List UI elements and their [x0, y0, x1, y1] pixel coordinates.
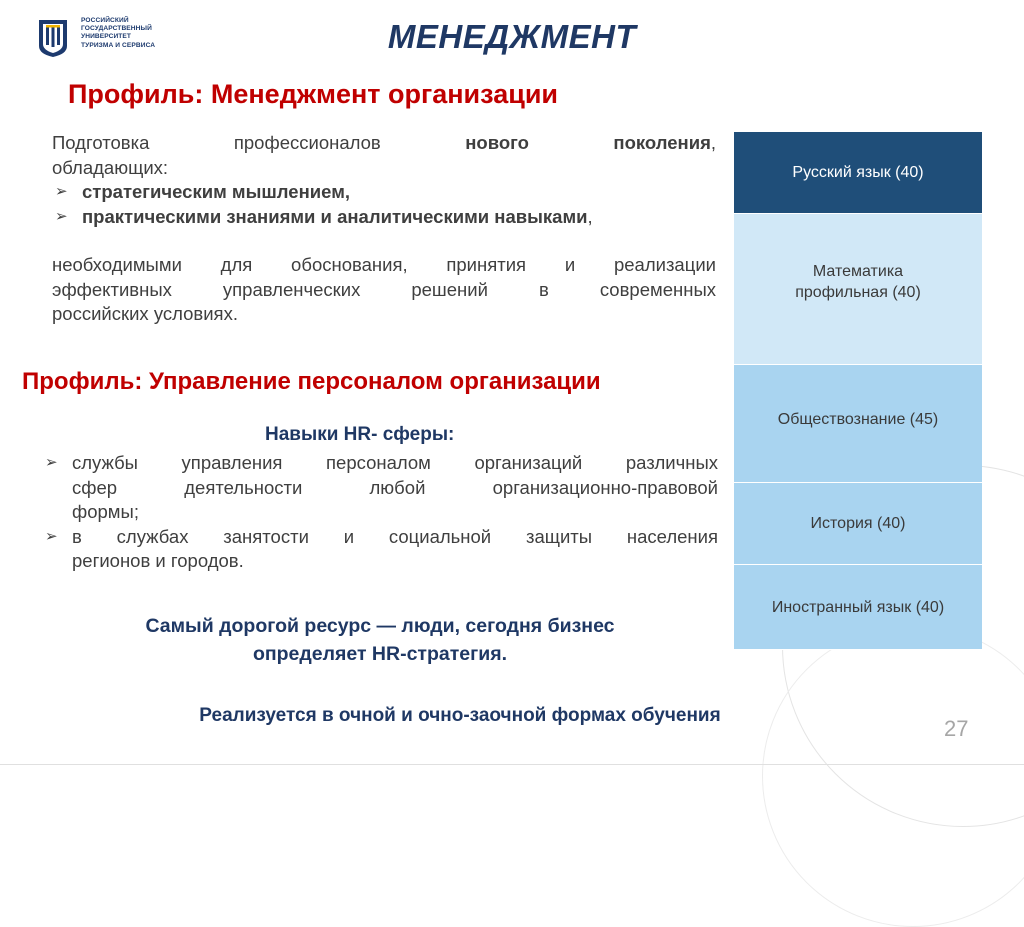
bullet-line: сфер деятельности любой организационно-правовой	[72, 476, 718, 498]
intro-emphasis: нового поколения	[465, 132, 711, 153]
exam-social-studies	[734, 365, 982, 483]
logo-line: УНИВЕРСИТЕТ	[81, 33, 132, 41]
entrance-exams-column	[734, 132, 982, 650]
arrow-bullet-icon: ➢	[55, 207, 68, 225]
bullet-line: формы;	[72, 501, 139, 522]
slide-title: МЕНЕДЖМЕНТ	[387, 18, 637, 55]
intro-line: обладающих:	[52, 156, 169, 178]
exam-label: Иностранный язык (40)	[771, 598, 945, 616]
hr-skills-list	[42, 451, 718, 574]
intro-line	[52, 131, 716, 156]
quote-line: Самый дорогой ресурс — люди, сегодня бизнес	[145, 615, 615, 637]
bullet-text: практическими знаниями и аналитическими навыками	[82, 205, 588, 227]
exam-russian	[734, 132, 982, 214]
intro-word: Подготовка	[52, 132, 150, 153]
profile-heading-hr: Профиль: Управление персоналом организации	[22, 368, 601, 395]
arrow-bullet-icon: ➢	[45, 527, 58, 545]
bullet-line: службы управления персоналом организаций различных	[72, 452, 718, 473]
logo-line: ТУРИЗМА И СЕРВИСА	[81, 41, 156, 49]
intro-comma: ,	[710, 132, 717, 153]
exam-foreign-language	[734, 565, 982, 650]
list-item	[42, 525, 718, 574]
skills-title: Навыки HR- сферы:	[265, 424, 455, 445]
arrow-bullet-icon: ➢	[55, 183, 68, 200]
list-item	[52, 205, 716, 230]
para-line: российских условиях.	[52, 303, 238, 324]
exam-math	[734, 214, 982, 365]
exam-label: Обществознание (45)	[777, 411, 939, 428]
bullet-suffix: ,	[587, 205, 593, 227]
profile-management-description	[52, 131, 716, 327]
arrow-bullet-icon: ➢	[45, 454, 58, 471]
hr-quote	[60, 612, 700, 668]
spacer	[52, 229, 716, 253]
bullet-line: в службах занятости и социальной защиты населения	[72, 525, 718, 547]
bullet-line: регионов и городов.	[72, 550, 244, 571]
footer-divider	[0, 764, 1024, 765]
list-item	[52, 180, 716, 205]
profile-heading-management: Профиль: Менеджмент организации	[68, 79, 559, 109]
list-item	[42, 451, 718, 525]
exam-history	[734, 483, 982, 565]
slide-number: 27	[944, 716, 969, 741]
logo-line: РОССИЙСКИЙ	[81, 17, 129, 24]
logo-line: ГОСУДАРСТВЕННЫЙ	[81, 25, 152, 33]
intro-word: профессионалов	[233, 132, 381, 153]
bullet-text: стратегическим мышлением,	[82, 181, 351, 202]
study-forms-note: Реализуется в очной и очно-заочной формах обучения	[199, 705, 721, 726]
exam-label: История (40)	[810, 515, 906, 532]
exam-label: Русский язык (40)	[792, 164, 924, 181]
para-line: необходимыми для обоснования, принятия и реализации	[52, 254, 716, 275]
quote-line: определяет HR-стратегия.	[252, 643, 508, 665]
para-line: эффективных управленческих решений в современных	[52, 278, 716, 300]
exam-label: Математика профильная (40)	[795, 263, 921, 301]
